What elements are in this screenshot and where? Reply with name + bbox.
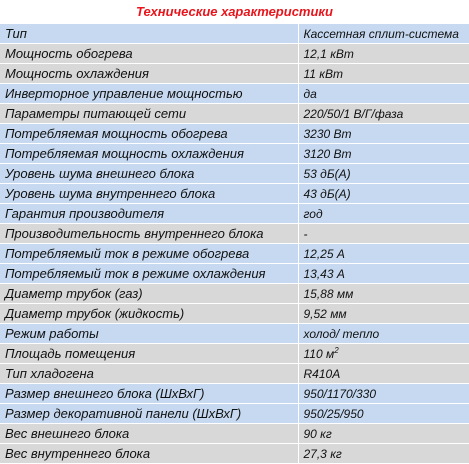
param-value-text: да bbox=[303, 86, 317, 101]
table-row bbox=[0, 244, 469, 264]
table-row bbox=[0, 104, 469, 124]
table-row bbox=[0, 144, 469, 164]
param-value-text: 43 дБ(А) bbox=[303, 186, 351, 201]
table-title: Технические характеристики bbox=[136, 4, 333, 19]
param-value-text: 15,88 мм bbox=[303, 286, 354, 301]
param-value-cell bbox=[298, 104, 469, 124]
param-value-cell bbox=[298, 224, 469, 244]
param-name-cell: Уровень шума внешнего блока bbox=[0, 164, 298, 184]
param-value-cell bbox=[298, 444, 469, 464]
param-value-cell bbox=[298, 124, 469, 144]
param-value-cell bbox=[298, 304, 469, 324]
table-row bbox=[0, 64, 469, 84]
table-row bbox=[0, 284, 469, 304]
table-row bbox=[0, 364, 469, 384]
param-value-text: 53 дБ(А) bbox=[303, 166, 351, 181]
param-value-text: холод/ тепло bbox=[303, 326, 380, 341]
param-value-text: год bbox=[303, 206, 323, 221]
table-row bbox=[0, 224, 469, 244]
table-row bbox=[0, 204, 469, 224]
param-value-text: 12,25 А bbox=[303, 246, 345, 261]
table-row bbox=[0, 404, 469, 424]
param-value-text: 11 кВт bbox=[303, 66, 343, 81]
table-row bbox=[0, 44, 469, 64]
param-name-cell: Потребляемая мощность охлаждения bbox=[0, 144, 298, 164]
param-value-text: Кассетная сплит-система bbox=[303, 26, 459, 41]
param-value-cell bbox=[298, 324, 469, 344]
param-name-cell: Гарантия производителя bbox=[0, 204, 298, 224]
param-value-cell bbox=[298, 184, 469, 204]
param-value-cell bbox=[298, 264, 469, 284]
unit-superscript: 2 bbox=[334, 346, 339, 355]
param-value-cell bbox=[298, 404, 469, 424]
param-name-cell: Мощность охлаждения bbox=[0, 64, 298, 84]
param-value-text: 950/25/950 bbox=[303, 406, 364, 421]
table-row bbox=[0, 424, 469, 444]
param-value-cell bbox=[298, 44, 469, 64]
param-name-cell: Площадь помещения bbox=[0, 344, 298, 364]
param-name-cell: Вес внешнего блока bbox=[0, 424, 298, 444]
param-name-cell: Размер декоративной панели (ШхВхГ) bbox=[0, 404, 298, 424]
table-row bbox=[0, 384, 469, 404]
param-value-text: 90 кг bbox=[303, 426, 332, 441]
param-name-cell: Вес внутреннего блока bbox=[0, 444, 298, 464]
param-value-text: 13,43 А bbox=[303, 266, 345, 281]
param-value-cell bbox=[298, 204, 469, 224]
param-value-text: 110 м bbox=[303, 347, 335, 361]
table-row bbox=[0, 184, 469, 204]
param-value-text: - bbox=[303, 226, 308, 241]
specs-table-body bbox=[0, 24, 469, 464]
param-name-cell: Мощность обогрева bbox=[0, 44, 298, 64]
table-row bbox=[0, 344, 469, 364]
param-value-text: 3230 Вт bbox=[303, 126, 352, 141]
param-name-cell: Размер внешнего блока (ШхВхГ) bbox=[0, 384, 298, 404]
param-name-cell: Инверторное управление мощностью bbox=[0, 84, 298, 104]
param-value-cell bbox=[298, 244, 469, 264]
table-row bbox=[0, 324, 469, 344]
table-row bbox=[0, 24, 469, 44]
param-name-cell: Потребляемая мощность обогрева bbox=[0, 124, 298, 144]
table-row bbox=[0, 444, 469, 464]
param-value-cell bbox=[298, 364, 469, 384]
table-row bbox=[0, 164, 469, 184]
param-value-text: R410A bbox=[303, 366, 341, 381]
table-row bbox=[0, 304, 469, 324]
table-row bbox=[0, 264, 469, 284]
param-value-cell bbox=[298, 144, 469, 164]
param-name-cell: Потребляемый ток в режиме обогрева bbox=[0, 244, 298, 264]
param-name-cell: Диаметр трубок (газ) bbox=[0, 284, 298, 304]
param-value-text: 220/50/1 В/Г/фаза bbox=[303, 106, 404, 121]
param-value-cell bbox=[298, 64, 469, 84]
param-value-cell bbox=[298, 284, 469, 304]
param-value-text: 12,1 кВт bbox=[303, 46, 354, 61]
param-name-cell: Потребляемый ток в режиме охлаждения bbox=[0, 264, 298, 284]
param-value-text: 950/1170/330 bbox=[303, 386, 377, 401]
param-name-cell: Уровень шума внутреннего блока bbox=[0, 184, 298, 204]
param-value-cell bbox=[298, 24, 469, 44]
param-value-text: 3120 Вт bbox=[303, 146, 352, 161]
param-value-text: 27,3 кг bbox=[303, 446, 342, 461]
param-name-cell: Диаметр трубок (жидкость) bbox=[0, 304, 298, 324]
table-row bbox=[0, 124, 469, 144]
param-value-cell bbox=[298, 424, 469, 444]
param-value-cell bbox=[298, 344, 469, 364]
param-name-cell: Тип хладогена bbox=[0, 364, 298, 384]
param-value-cell bbox=[298, 84, 469, 104]
table-row bbox=[0, 84, 469, 104]
param-value-text: 9,52 мм bbox=[303, 306, 347, 321]
param-value-cell bbox=[298, 384, 469, 404]
param-name-cell: Режим работы bbox=[0, 324, 298, 344]
param-name-cell: Производительность внутреннего блока bbox=[0, 224, 298, 244]
title-row bbox=[0, 0, 469, 24]
param-value-cell bbox=[298, 164, 469, 184]
specs-table bbox=[0, 24, 469, 464]
param-name-cell: Тип bbox=[0, 24, 298, 44]
param-name-cell: Параметры питающей сети bbox=[0, 104, 298, 124]
